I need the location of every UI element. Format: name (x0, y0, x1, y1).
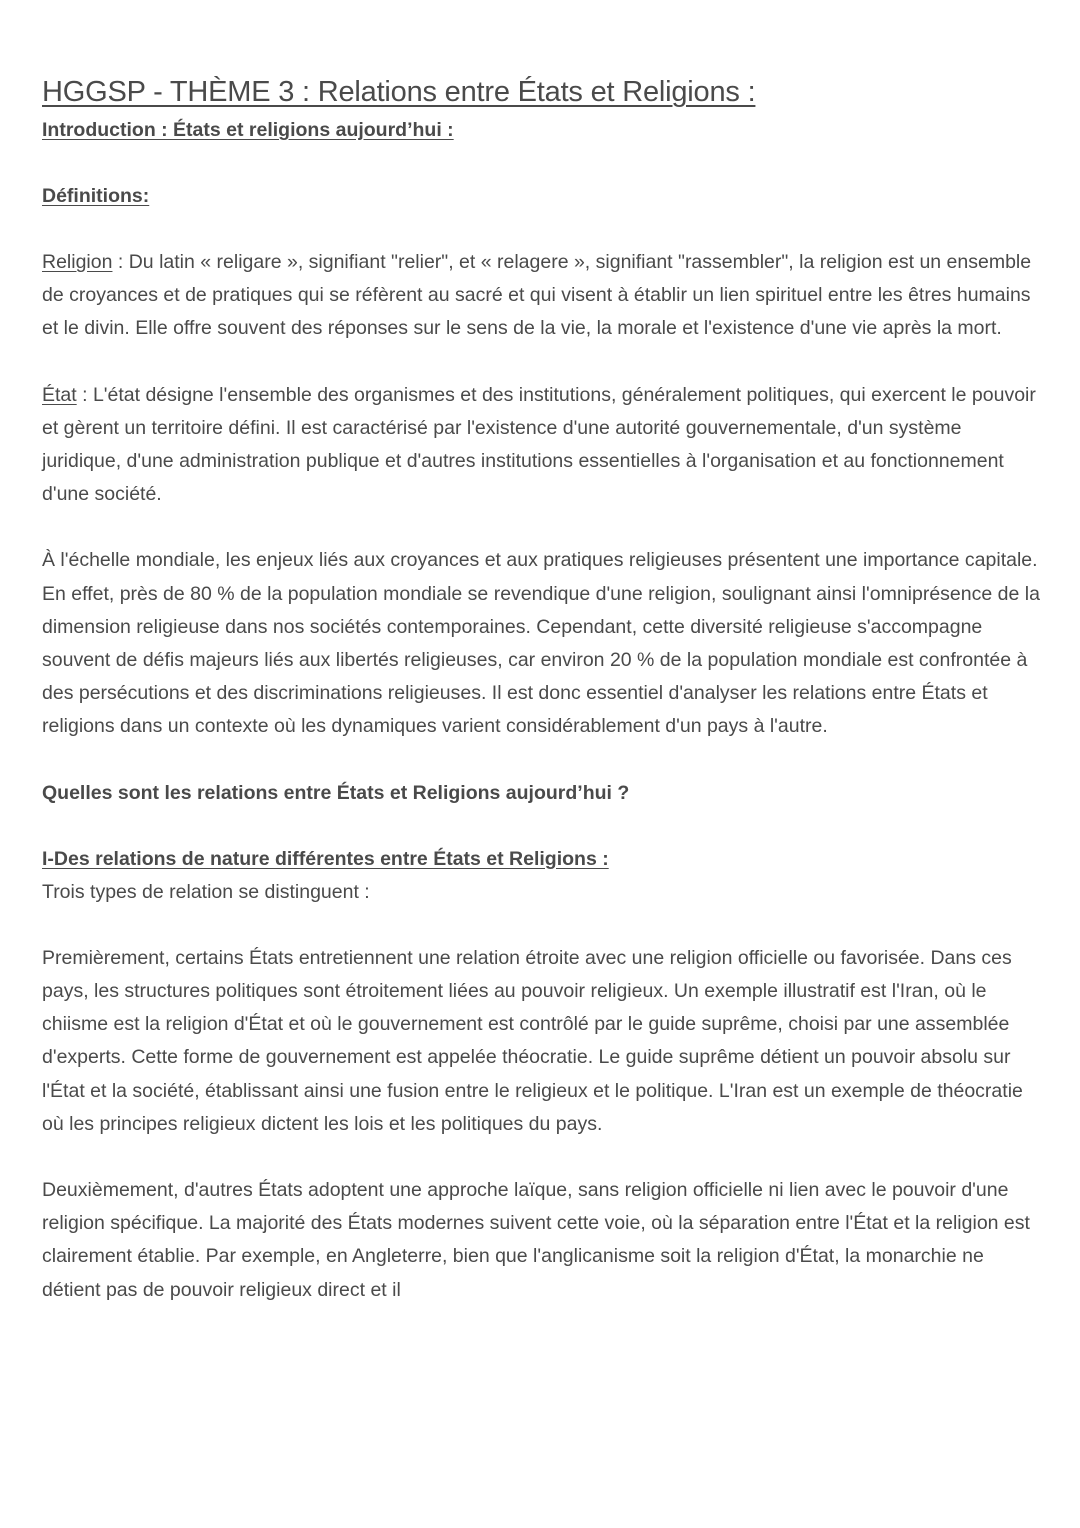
problematic-question: Quelles sont les relations entre États et Religions aujourd’hui ? (42, 781, 630, 804)
part1-heading: I-Des relations de nature différentes entre États et Religions : (42, 847, 609, 870)
context-paragraph: À l'échelle mondiale, les enjeux liés aux croyances et aux pratiques religieuses présentent une importance capitale. En effet, près de 80 % de la population mondiale se revendique d'une religion, soulignant ainsi l'omniprésence de la dimension religieuse dans nos sociétés contemporaines. Cependant, cette diversité religieuse s'accompagne souvent de défis majeurs liés aux libertés religieuses, car environ 20 % de la population mondiale est confrontée à des persécutions et des discriminations religieuses. Il est donc essentiel d'analyser les relations entre États et religions dans un contexte où les dynamiques varient considérablement d'un pays à l'autre. (42, 549, 1040, 738)
definitions-heading: Définitions: (42, 185, 150, 207)
part1-paragraph-2: Deuxièmement, d'autres États adoptent une approche laïque, sans religion officielle ni lien avec le pouvoir d'une religion spécifique. La majorité des États modernes suivent cette voie, où la séparation entre l'État et la religion est clairement établie. Par exemple, en Angleterre, bien que l'anglicanisme soit la religion d'État, la monarchie ne détient pas de pouvoir religieux direct et il (42, 1179, 1030, 1301)
part1-intro: Trois types de relation se distinguent : (42, 880, 370, 903)
intro-heading: Introduction : États et religions aujourd’hui : (42, 119, 454, 141)
document-page (42, 70, 1042, 1307)
definition-term: État (42, 383, 77, 406)
definition-text: : L'état désigne l'ensemble des organismes et des institutions, généralement politiques, qui exercent le pouvoir et gèrent un territoire défini. Il est caractérisé par l'existence d'une autorité gouvernementale, d'un système juridique, d'une administration publique et d'autres institutions essentielles à l'organisation et au fonctionnement d'une société. (42, 383, 1036, 506)
part1-paragraph-1: Premièrement, certains États entretiennent une relation étroite avec une religion officielle ou favorisée. Dans ces pays, les structures politiques sont étroitement liées au pouvoir religieux. Un exemple illustratif est l'Iran, où le chiisme est la religion d'État et où le gouvernement est contrôlé par le guide suprême, choisi par une assemblée d'experts. Cette forme de gouvernement est appelée théocratie. Le guide suprême détient un pouvoir absolu sur l'État et la société, établissant ainsi une fusion entre le religieux et le politique. L'Iran est un exemple de théocratie où les principes religieux dictent les lois et les politiques du pays. (42, 946, 1023, 1135)
definition-text: : Du latin « religare », signifiant "relier", et « relagere », signifiant "rassembler", la religion est un ensemble de croyances et de pratiques qui se réfèrent au sacré et qui visent à établir un lien spirituel entre les êtres humains et le divin. Elle offre souvent des réponses sur le sens de la vie, la morale et l'existence d'une vie après la mort. (42, 251, 1032, 340)
definition-etat (42, 379, 1042, 512)
definition-term: Religion (42, 251, 113, 273)
definition-religion (42, 246, 1042, 346)
document-title: HGGSP - THÈME 3 : Relations entre États et Religions : (42, 76, 756, 108)
